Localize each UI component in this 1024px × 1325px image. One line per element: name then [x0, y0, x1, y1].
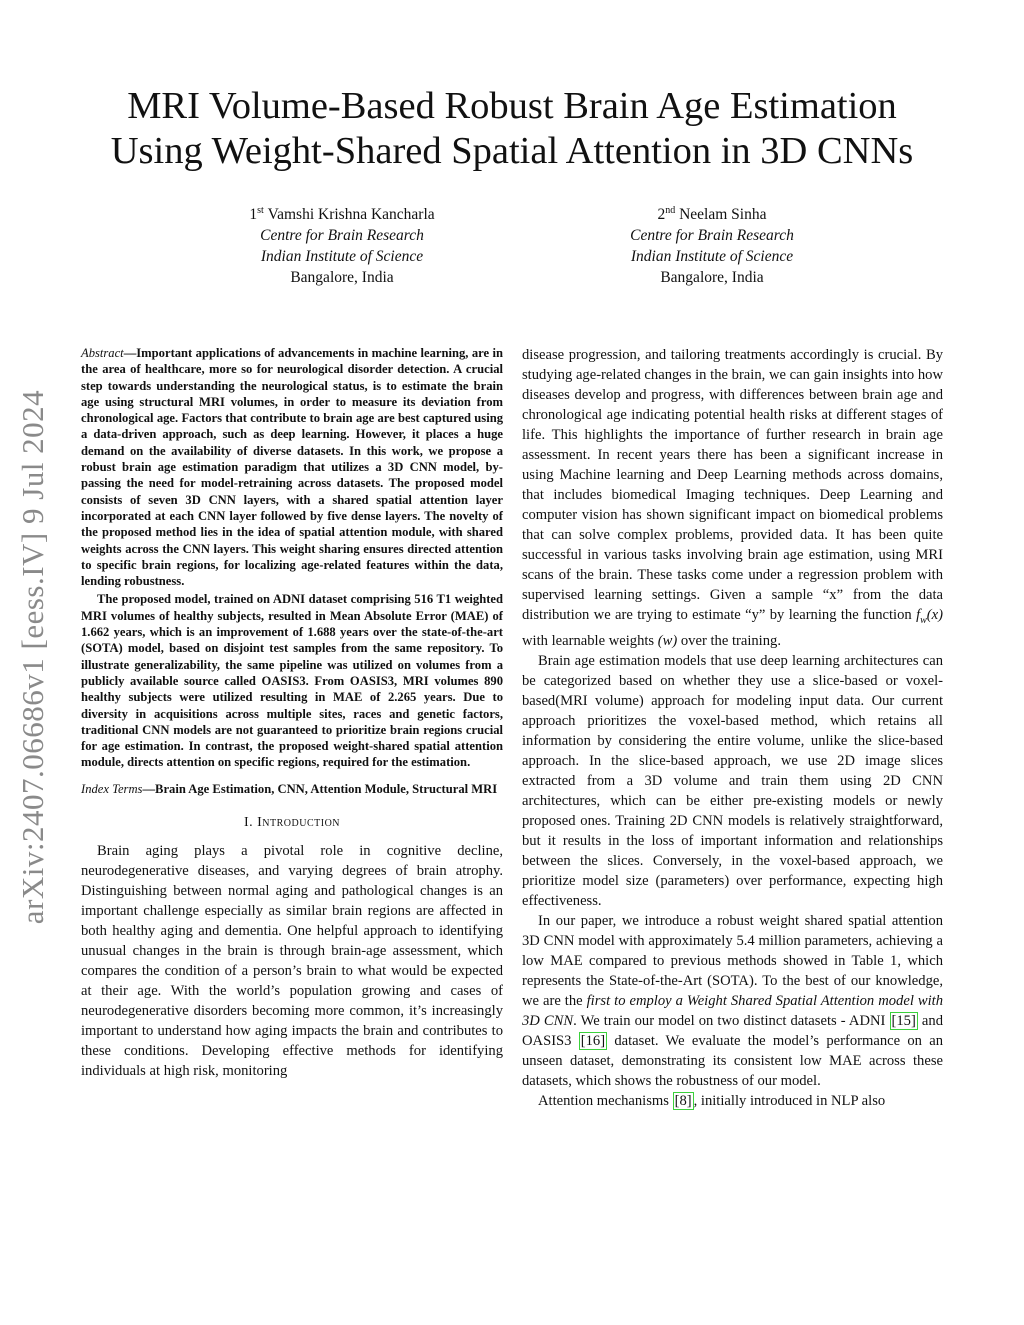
index-terms: Index Terms—Brain Age Estimation, CNN, Attention Module, Structural MRI — [81, 781, 498, 796]
author-department: Centre for Brain Research — [630, 227, 794, 244]
author-institute: Indian Institute of Science — [630, 248, 794, 265]
paper-title-line-2: Using Weight-Shared Spatial Attention in 3D CNNs — [110, 130, 914, 172]
author-institute: Indian Institute of Science — [260, 248, 424, 265]
intro-paragraph-1: Brain aging plays a pivotal role in cognitive decline, neurodegenerative diseases, and varying degrees of brain atrophy. Distinguishing between normal aging and pathological changes is an important challenge especially as similar brain regions are affected in both healthy aging and dementia. One helpful approach to identifying unusual changes in the brain is through brain-age assessment, which compares the condition of a person’s brain to what would be expected at their age. With the world’s population growing and cases of neurodegenerative disorders becoming more common, it’s increasingly important to understand how aging impacts the brain and contributes to these conditions. Developing effective methods for identifying individuals at high risk, monitoring — [81, 843, 503, 1080]
author-location: Bangalore, India — [660, 269, 764, 286]
citation-link-8[interactable]: [8] — [674, 1092, 692, 1109]
arxiv-identifier-text: arXiv:2407.06686v1 [eess.IV] 9 Jul 2024 — [15, 389, 51, 925]
paper-title-line-1: MRI Volume-Based Robust Brain Age Estimation — [127, 85, 897, 127]
author-location: Bangalore, India — [290, 269, 394, 286]
citation-link-16[interactable]: [16] — [580, 1032, 606, 1049]
citation-link-15[interactable]: [15] — [891, 1012, 916, 1029]
section-heading-introduction: I. Introduction — [243, 815, 341, 831]
left-column — [81, 345, 503, 1081]
abstract-label: Abstract — [81, 346, 124, 360]
novelty-emphasis: first to employ a Weight Shared Spatial Attention model with 3D CNN — [522, 992, 944, 1029]
intro-paragraph-2: Brain age estimation models that use deep learning architectures can be categorized based on whether they use a slice-based or voxel-based(MRI volume) approach for modeling input data. Our current approach prioritizes the voxel-based method, which retains all information by considering the entire volume, unlike the slice-based approach. In the slice-based approach, we use 2D image slices extracted from a 3D volume and train them using 2D CNN architectures, which can be either pre-existing models or newly proposed ones. Training 2D CNN models is relatively straightforward, but it results in the loss of important information and relationships between the slices. Conversely, in the voxel-based approach, we prioritize model size (parameters) over performance, expecting high effectiveness. — [522, 652, 943, 909]
author-name: 2nd Neelam Sinha — [657, 205, 767, 223]
intro-paragraph-4: Attention mechanisms [8] , initially introduced in NLP also — [538, 1092, 886, 1109]
author-department: Centre for Brain Research — [260, 227, 424, 244]
intro-paragraph-1-continued: disease progression, and tailoring treatments accordingly is crucial. By studying age-related changes in the brain, we can gain insights into how diseases develop and progress, with differences between brain age and chronological age indicating potential health risks at different stages of life. This highlights the importance of further research in brain age assessment. In recent years there has been a significant increase in using Machine learning and Deep Learning methods across domains, that includes biomedical Imaging techniques. Deep Learning and computer vision has shown significant impact on biomedical problems that can solve complex problems, provided data. It has been quite successful in various tasks involving brain age estimation, using MRI scans of the brain. These tasks come under a regression problem with supervised learning settings. Given a sample “x” from the data distribution we are trying to estimate “y” by learning the function $f_w(x)$ with learnable weights (w) over the training. — [522, 347, 943, 649]
arxiv-identifier-stamp — [15, 372, 51, 942]
author-name: 1st Vamshi Krishna Kancharla — [249, 205, 435, 223]
author-block-1 — [192, 200, 492, 288]
paper-title — [60, 84, 964, 174]
index-terms-label: Index Terms — [81, 781, 143, 796]
right-column — [522, 345, 943, 1111]
abstract-paragraph-2: The proposed model, trained on ADNI dataset comprising 516 T1 weighted MRI volumes of healthy subjects, resulted in Mean Absolute Error (MAE) of 1.662 years, which is an improvement of 1.688 years over the state-of-the-art (SOTA) model, based on disjoint test samples from the same repository. To illustrate generalizability, the same pipeline was utilized on volumes from a publicly available source called OASIS3. From OASIS3, MRI volumes 890 healthy subjects were utilized resulting in MAE of 2.265 years. Due to diversity in acquisitions across multiple sites, races and genetic factors, traditional CNN models are not guaranteed to prioritize brain regions crucial for age estimation. In contrast, the proposed weight-shared spatial attention module, directs attention on specific regions, required for the estimation. — [81, 592, 503, 770]
intro-paragraph-3: In our paper, we introduce a robust weight shared spatial attention 3D CNN model with approximately 5.4 million parameters, achieving a low MAE compared to previous methods showed in Table 1, which represents the State-of-the-Art (SOTA). To the best of our knowledge, we are the first to employ a Weight Shared Spatial Attention model with 3D CNN. We train our model on two distinct datasets - ADNI [15] and OASIS3 [16] dataset. We evaluate the model’s performance on an unseen dataset, demonstrating its consistent low MAE across these datasets, which shows the robustness of our model. — [522, 912, 944, 1089]
abstract-paragraph-1: Abstract—Important applications of advancements in machine learning, are in the area of healthcare, more so for neurological disorder detection. A crucial step towards understanding the neurological status, is to estimate the brain age using structural MRI volumes, in order to measure its deviation from chronological age. Factors that contribute to brain age are best captured using a data-driven approach, such as deep learning. However, it places a huge demand on the availability of diverse datasets. In this work, we propose a robust brain age estimation paradigm that utilizes a 3D CNN model, by-passing the need for model-retraining across datasets. The proposed model consists of seven 3D CNN layers, with a shared spatial attention layer incorporated at each CNN layer followed by five dense layers. The novelty of the proposed method lies in the idea of spatial attention module, with shared weights across the CNN layers. This weight sharing ensures directed attention to specific brain regions, for localizing age-related features within the data, lending robustness. — [81, 346, 503, 589]
author-block-2 — [562, 200, 862, 288]
